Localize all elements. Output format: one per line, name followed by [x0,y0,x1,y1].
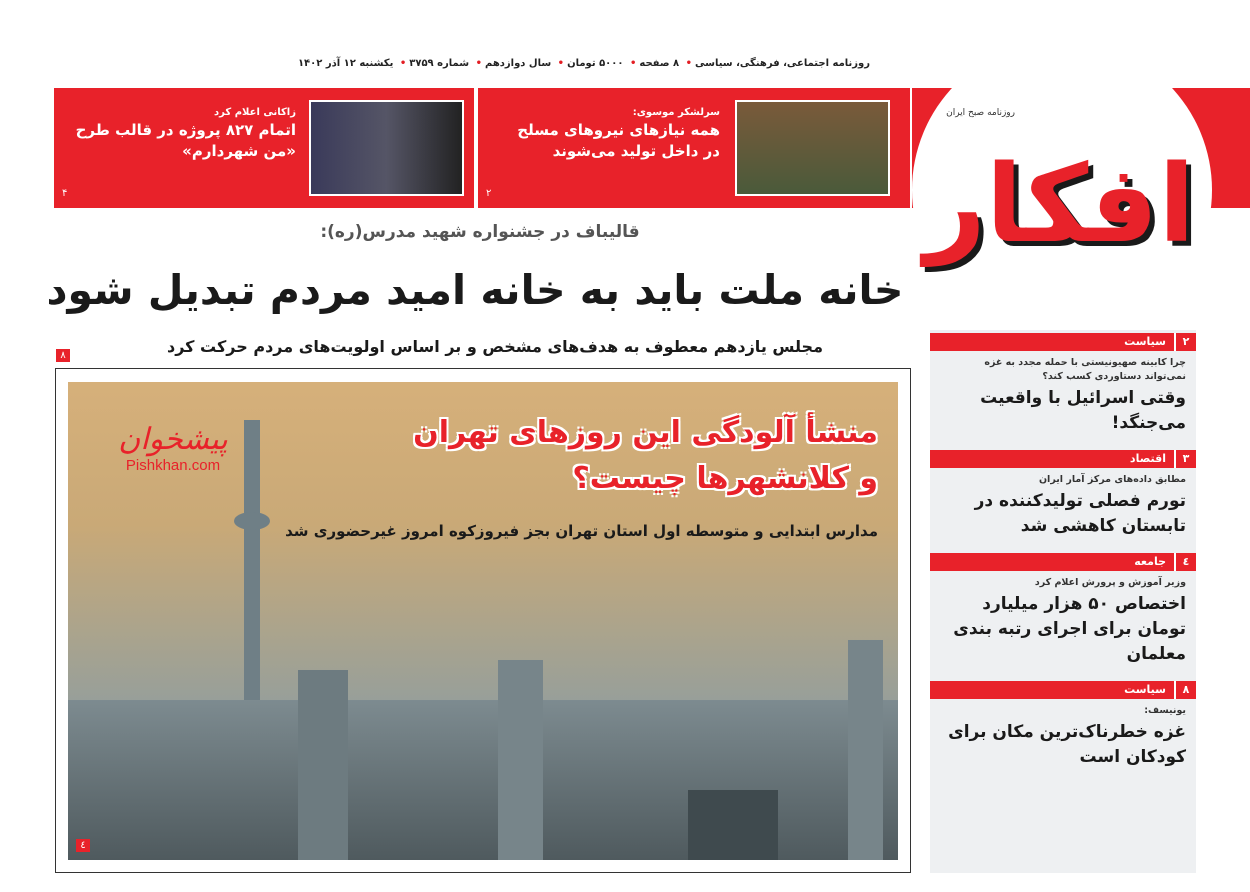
page-number: ۳ [1174,450,1196,468]
page-badge: ٤ [76,839,90,852]
section-label: جامعه [930,553,1174,571]
page-number: ۲ [486,188,492,199]
top-story-2[interactable] [52,88,476,208]
building [688,790,778,860]
info-item: ۵۰۰۰ تومان [567,58,624,69]
lead-subhead: مجلس یازدهم معطوف به هدف‌های مشخص و بر اساس اولویت‌های مردم حرکت کرد [167,337,823,356]
page-number: ۲ [1174,333,1196,351]
story-kicker: سرلشکر موسوی: [632,107,720,118]
tower-pod [234,512,270,530]
story-headline: همه نیازهای نیروهای مسلح در داخل تولید می‌شوند [517,121,720,160]
info-item: ۸ صفحه [639,58,680,69]
sidebar-story[interactable] [930,681,1196,770]
logo-text: افکار [924,143,1195,267]
issue-info-line: روزنامه اجتماعی، فرهنگی، سیاسی• ۸ صفحه• ۵۰۰۰ تومان• سال دوازدهم• شماره ۳۷۵۹• یکشنبه ۱۲ آذر ۱۴۰۲ [297,58,870,69]
building [298,670,348,860]
info-item: شماره ۳۷۵۹ [409,58,470,69]
pishkhan-watermark: پیشخوان Pishkhan.com [118,422,228,474]
story-kicker: چرا کابینه صهیونیستی با حمله مجدد به غزه نمی‌تواند دستاوردی کسب کند؟ [984,357,1186,382]
story-photo [735,100,890,196]
story-headline: اتمام ۸۲۷ پروژه در قالب طرح «من شهردارم» [75,121,296,160]
story-headline: تورم فصلی تولیدکننده در تابستان کاهشی شد [974,491,1186,536]
top-story-1[interactable] [476,88,912,208]
lead-kicker: قالیباف در جشنواره شهید مدرس(ره): [320,222,640,242]
sidebar-story[interactable] [930,553,1196,667]
info-item: سال دوازدهم [484,58,552,69]
feature-title: منشأ آلودگی این روزهای تهران و کلانشهرها چیست؟ [413,415,878,496]
newspaper-logo[interactable] [915,40,1205,320]
section-label: سیاست [930,681,1174,699]
sidebar-story[interactable] [930,450,1196,539]
section-label: سیاست [930,333,1174,351]
info-item: یکشنبه ۱۲ آذر ۱۴۰۲ [297,58,394,69]
feature-image[interactable] [68,382,898,860]
page-number: ۴ [62,188,68,199]
building [498,660,543,860]
story-photo [309,100,464,196]
story-headline: غزه خطرناک‌ترین مکان برای کودکان است [948,722,1186,767]
page-number: ٤ [1174,553,1196,571]
sidebar-news [930,330,1196,873]
feature-subtitle: مدارس ابتدایی و متوسطه اول استان تهران بجز فیروزکوه امروز غیرحضوری شد [285,522,878,540]
story-text [486,106,720,200]
story-kicker: وزیر آموزش و پرورش اعلام کرد [1034,577,1186,588]
story-kicker: یونیسف: [1144,705,1186,716]
story-text [62,106,296,200]
sidebar-story[interactable] [930,333,1196,436]
page-number: ۸ [1174,681,1196,699]
story-headline: وقتی اسرائیل با واقعیت می‌جنگد! [980,388,1186,433]
info-item: روزنامه اجتماعی، فرهنگی، سیاسی [695,58,870,69]
section-label: اقتصاد [930,450,1174,468]
building [848,640,883,860]
story-kicker: مطابق داده‌های مرکز آمار ایران [1038,474,1186,485]
logo-tagline: روزنامه صبح ایران [946,108,1015,118]
lead-headline[interactable]: خانه ملت باید به خانه امید مردم تبدیل شود [46,266,904,314]
story-headline: اختصاص ۵۰ هزار میلیارد تومان برای اجرای رتبه بندی معلمان [953,594,1186,664]
story-kicker: زاکانی اعلام کرد [214,107,296,118]
page-badge: ۸ [56,349,70,362]
